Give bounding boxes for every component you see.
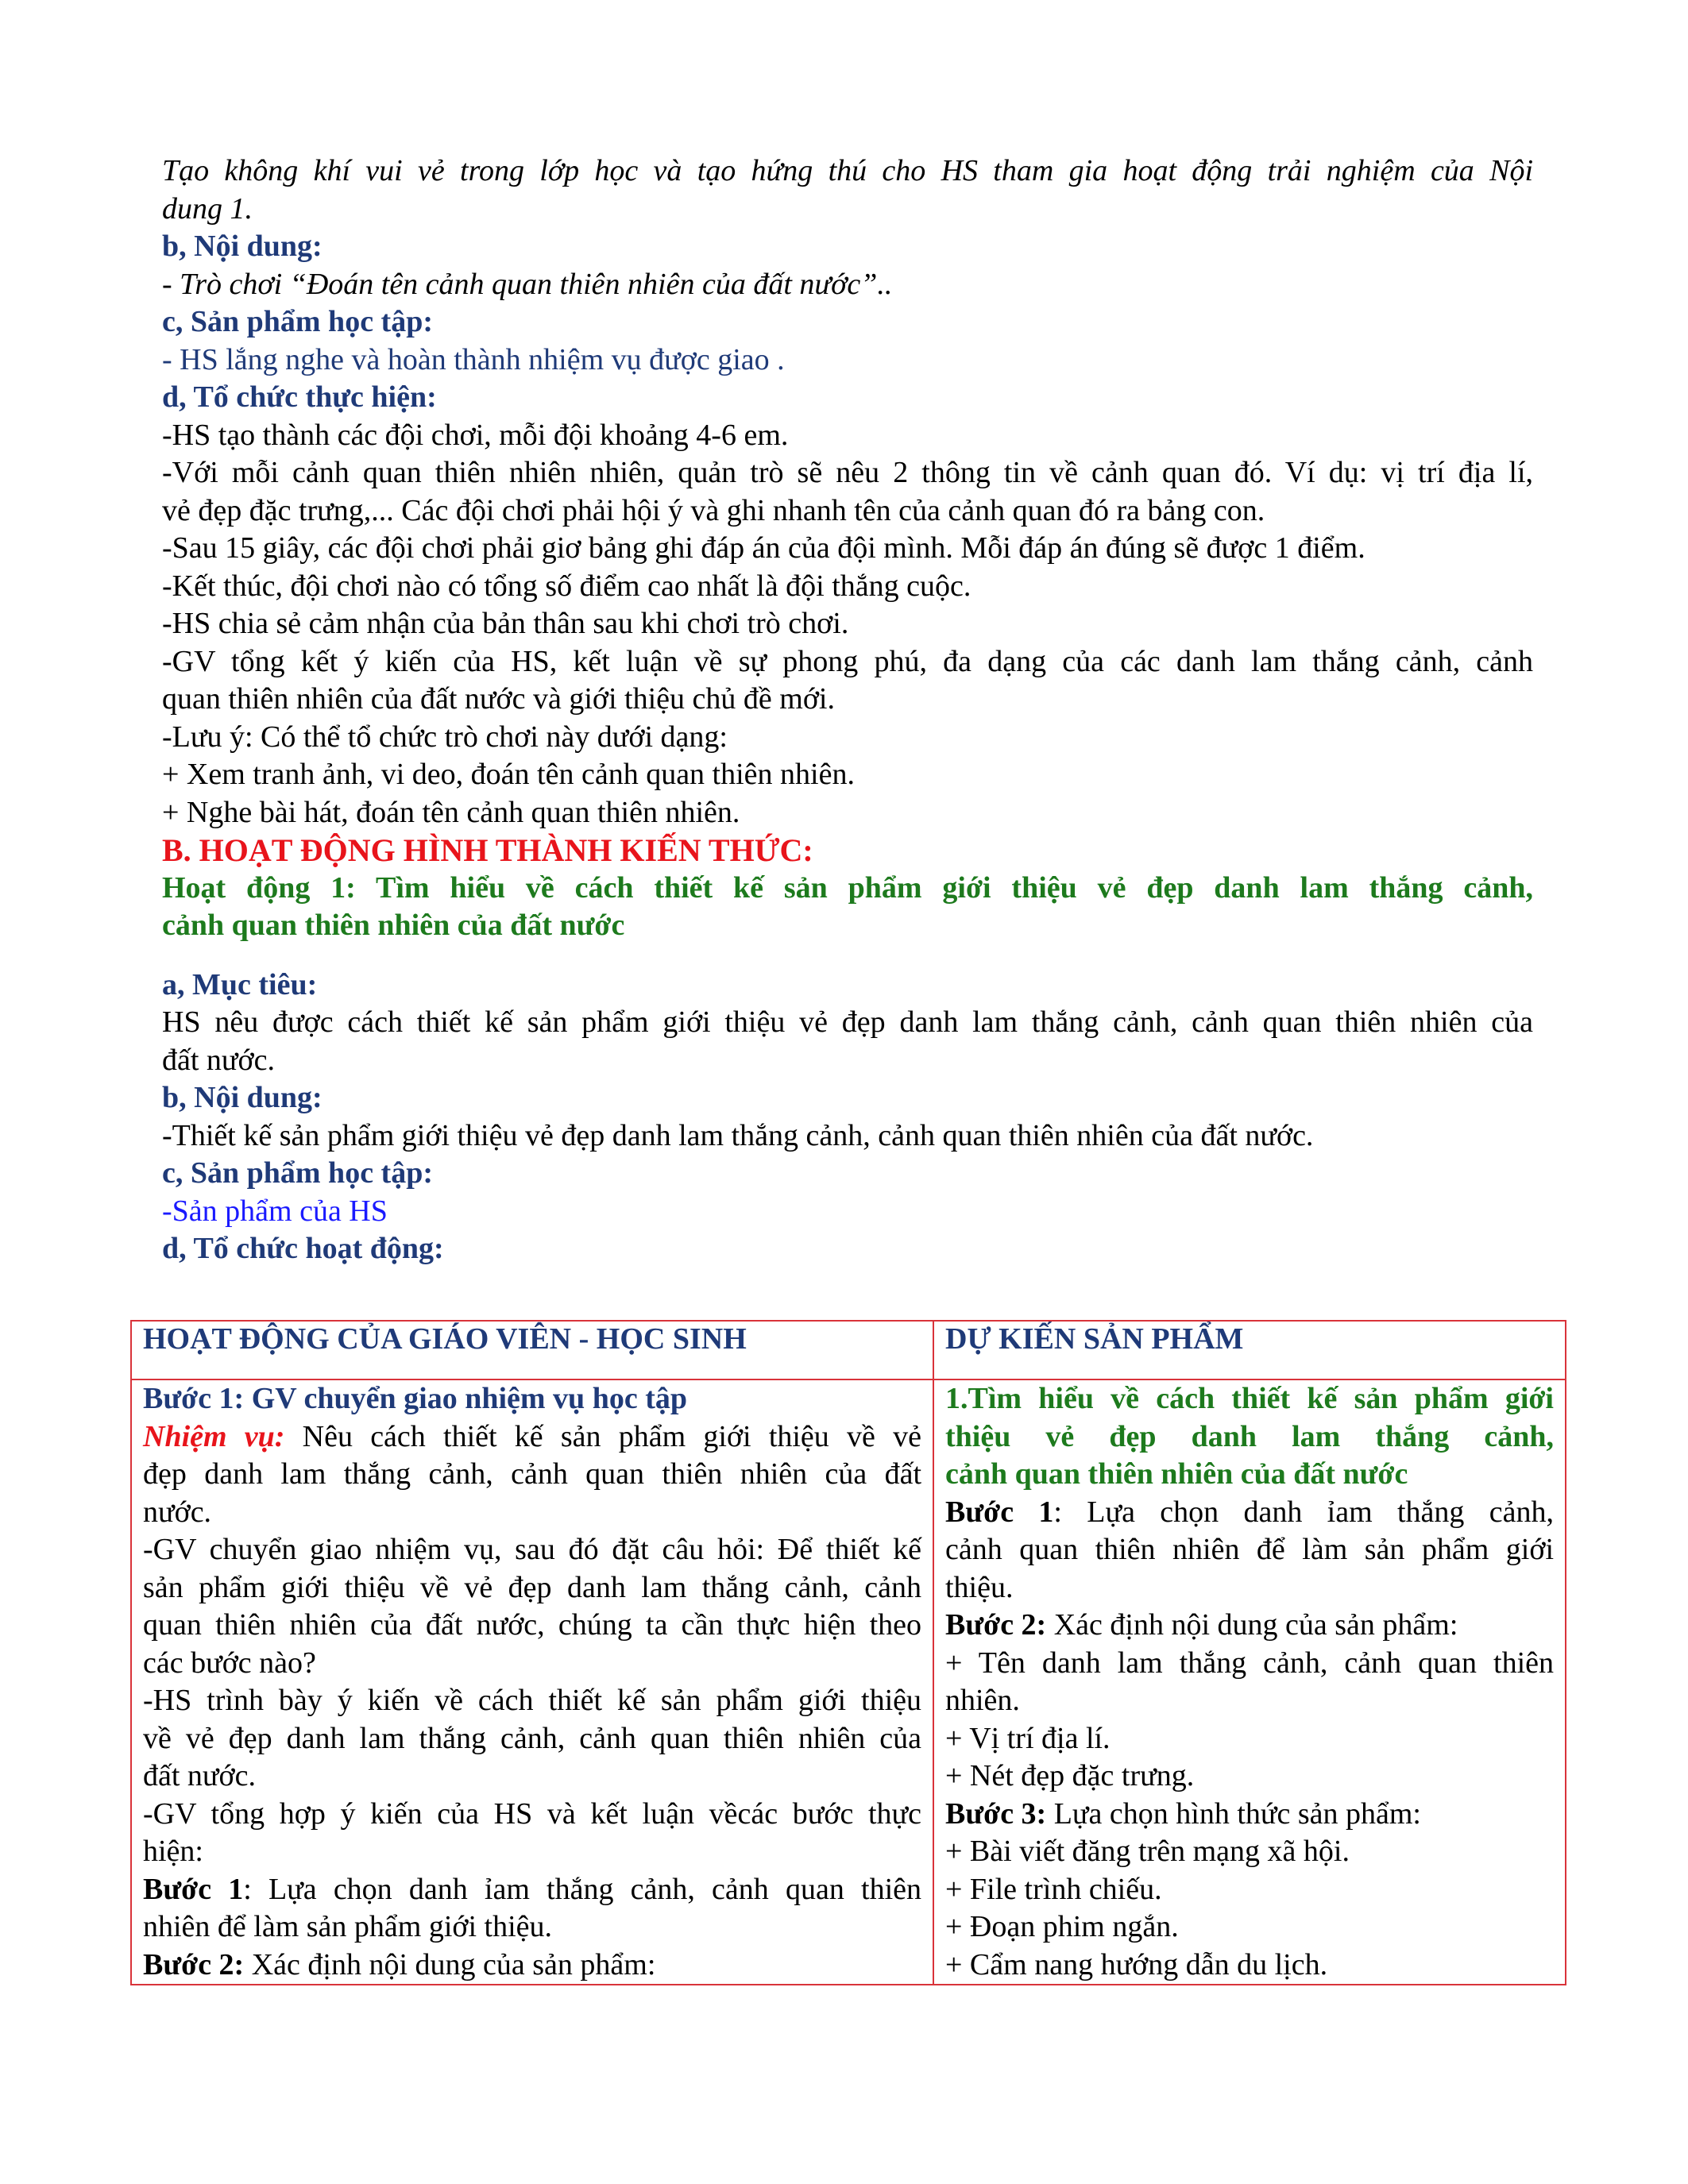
tochuc-line: quan thiên nhiên của đất nước và giới thiệu chủ đề mới. <box>162 682 835 716</box>
left-line: về vẻ đẹp danh lam thắng cảnh, cảnh quan thiên nhiên của <box>143 1721 921 1755</box>
product-title-line: thiệu vẻ đẹp danh lam thắng cảnh, <box>945 1419 1554 1453</box>
right-step-2-label: Bước 2: <box>945 1608 1047 1642</box>
left-line: nhiên để làm sản phẩm giới thiệu. <box>143 1910 553 1943</box>
left-line: đất nước. <box>143 1759 256 1792</box>
left-line: đẹp danh lam thắng cảnh, cảnh quan thiên nhiên của đất <box>143 1457 921 1491</box>
left-line: hiện: <box>143 1835 203 1868</box>
left-step-1-label: Bước 1 <box>143 1872 244 1906</box>
intro-line-1: Tạo không khí vui vẻ trong lớp học và tạo hứng thú cho HS tham gia hoạt động trải nghiệm của Nội <box>162 154 1533 187</box>
a1-muctieu-heading: a, Mục tiêu: <box>162 967 318 1001</box>
sanpham-text: - HS lắng nghe và hoàn thành nhiệm vụ được giao . <box>162 342 785 376</box>
activity-table <box>130 1320 1566 1985</box>
section-b-title: B. HOẠT ĐỘNG HÌNH THÀNH KIẾN THỨC: <box>162 832 813 868</box>
col1-header: HOẠT ĐỘNG CỦA GIÁO VIÊN - HỌC SINH <box>131 1321 933 1379</box>
right-line: + Cẩm nang hướng dẫn du lịch. <box>945 1947 1328 1981</box>
activity-1-title: Hoạt động 1: Tìm hiểu về cách thiết kế sản phẩm giới thiệu vẻ đẹp danh lam thắng cảnh, <box>162 870 1533 905</box>
left-line: sản phẩm giới thiệu về vẻ đẹp danh lam thắng cảnh, cảnh <box>143 1570 921 1604</box>
product-title-line: 1.Tìm hiểu về cách thiết kế sản phẩm giới <box>945 1382 1554 1415</box>
tochuc-line: -Lưu ý: Có thể tổ chức trò chơi này dưới dạng: <box>162 720 728 754</box>
tochuc-line: vẻ đẹp đặc trưng,... Các đội chơi phải hội ý và ghi nhanh tên của cảnh quan đó ra bảng con. <box>162 493 1265 527</box>
noidung-text: - Trò chơi “Đoán tên cảnh quan thiên nhiên của đất nước”.. <box>162 267 893 301</box>
step-1-title: Bước 1: GV chuyển giao nhiệm vụ học tập <box>143 1382 687 1415</box>
activity-1-title-cont: cảnh quan thiên nhiên của đất nước <box>162 909 625 942</box>
right-step-3-text: Lựa chọn hình thức sản phẩm: <box>1046 1796 1421 1831</box>
left-line: nước. <box>143 1495 212 1529</box>
left-line: -HS trình bày ý kiến về cách thiết kế sản phẩm giới thiệu <box>143 1684 921 1717</box>
a1-noidung-text: -Thiết kế sản phẩm giới thiệu vẻ đẹp danh lam thắng cảnh, cảnh quan thiên nhiên của đất nước. <box>162 1118 1314 1152</box>
teacher-student-cell <box>131 1379 933 1985</box>
task-line <box>143 1418 921 1457</box>
expected-product-cell <box>933 1379 1566 1985</box>
table-row <box>131 1379 1566 1985</box>
right-step-1-line <box>945 1494 1554 1532</box>
left-step-2-label: Bước 2: <box>143 1947 245 1981</box>
left-step-1-text: : Lựa chọn danh ỉam thắng cảnh, cảnh quan thiên <box>243 1872 921 1906</box>
tochuc-line: + Xem tranh ảnh, vi deo, đoán tên cảnh quan thiên nhiên. <box>162 758 855 791</box>
document-body <box>162 152 1533 1268</box>
task-label: Nhiệm vụ: <box>143 1419 285 1453</box>
tochuc-line: -HS chia sẻ cảm nhận của bản thân sau khi chơi trò chơi. <box>162 607 849 640</box>
a1-tochuc-heading: d, Tổ chức hoạt động: <box>162 1232 444 1265</box>
a1-noidung-heading: b, Nội dung: <box>162 1081 323 1114</box>
right-step-2-text: Xác định nội dung của sản phẩm: <box>1046 1608 1458 1642</box>
right-line: cảnh quan thiên nhiên để làm sản phẩm giới <box>945 1533 1554 1566</box>
right-step-3-line <box>945 1796 1554 1834</box>
tochuc-line: -HS tạo thành các đội chơi, mỗi đội khoảng 4-6 em. <box>162 418 789 452</box>
tochuc-line: -Với mỗi cảnh quan thiên nhiên nhiên, quản trò sẽ nêu 2 thông tin về cảnh quan đó. Ví dụ: vị trí địa lí, <box>162 456 1533 489</box>
noidung-heading: b, Nội dung: <box>162 230 323 263</box>
col2-header: DỰ KIẾN SẢN PHẨM <box>933 1321 1566 1379</box>
right-step-3-label: Bước 3: <box>945 1796 1047 1831</box>
right-step-1-label: Bước 1 <box>945 1495 1054 1529</box>
left-step-2-text: Xác định nội dung của sản phẩm: <box>244 1947 656 1981</box>
right-line: + Bài viết đăng trên mạng xã hội. <box>945 1835 1350 1868</box>
tochuc-heading: d, Tổ chức thực hiện: <box>162 380 437 414</box>
right-line: + Đoạn phim ngắn. <box>945 1910 1179 1943</box>
right-line: + File trình chiếu. <box>945 1872 1162 1906</box>
left-line: các bước nào? <box>143 1646 316 1680</box>
tochuc-line: + Nghe bài hát, đoán tên cảnh quan thiên nhiên. <box>162 795 740 829</box>
tochuc-line: -Kết thúc, đội chơi nào có tổng số điểm cao nhất là đội thắng cuộc. <box>162 569 971 603</box>
a1-muctieu-line: HS nêu được cách thiết kế sản phẩm giới thiệu vẻ đẹp danh lam thắng cảnh, cảnh quan thiên nhiên của <box>162 1005 1533 1039</box>
intro-line-2: dung 1. <box>162 191 253 226</box>
table-header-row <box>131 1321 1566 1379</box>
right-step-1-text: : Lựa chọn danh ỉam thắng cảnh, <box>1053 1495 1554 1529</box>
a1-muctieu-line: đất nước. <box>162 1043 275 1077</box>
left-line: quan thiên nhiên của đất nước, chúng ta cần thực hiện theo <box>143 1608 921 1642</box>
right-line: + Vị trí địa lí. <box>945 1721 1111 1755</box>
tochuc-line: -Sau 15 giây, các đội chơi phải giơ bảng ghi đáp án của đội mình. Mỗi đáp án đúng sẽ được 1 điểm. <box>162 531 1365 565</box>
right-line: + Nét đẹp đặc trưng. <box>945 1759 1195 1792</box>
product-title-line: cảnh quan thiên nhiên của đất nước <box>945 1457 1408 1491</box>
sanpham-heading: c, Sản phẩm học tập: <box>162 305 433 338</box>
left-line: -GV chuyển giao nhiệm vụ, sau đó đặt câu hỏi: Để thiết kế <box>143 1533 921 1566</box>
left-step-2-line <box>143 1947 921 1985</box>
task-text: Nêu cách thiết kế sản phẩm giới thiệu về vẻ <box>284 1419 921 1453</box>
a1-sanpham-heading: c, Sản phẩm học tập: <box>162 1156 433 1190</box>
tochuc-line: -GV tổng kết ý kiến của HS, kết luận về sự phong phú, đa dạng của các danh lam thắng cảnh, cảnh <box>162 644 1533 678</box>
left-line: -GV tổng hợp ý kiến của HS và kết luận vềcác bước thực <box>143 1796 921 1831</box>
left-step-1-line <box>143 1871 921 1909</box>
right-step-2-line <box>945 1607 1554 1645</box>
right-line: + Tên danh lam thắng cảnh, cảnh quan thiên <box>945 1646 1554 1680</box>
right-line: thiệu. <box>945 1570 1014 1604</box>
right-line: nhiên. <box>945 1684 1020 1717</box>
a1-sanpham-text: -Sản phẩm của HS <box>162 1194 388 1228</box>
